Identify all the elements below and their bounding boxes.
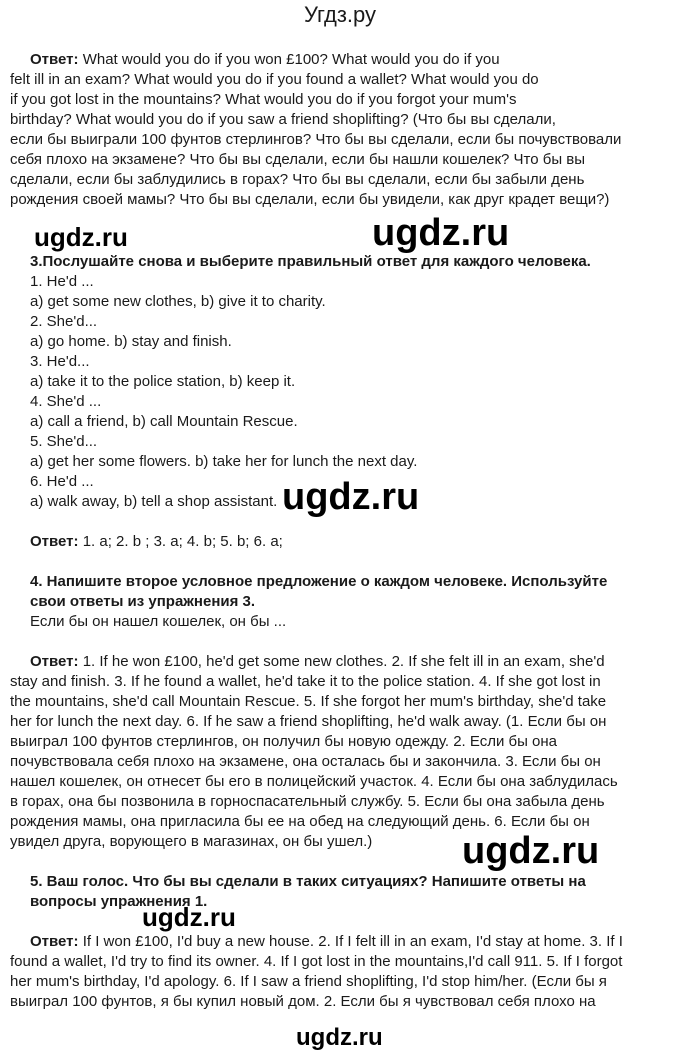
list-item: a) take it to the police station, b) keep it. (30, 373, 296, 390)
text-line: увидел друга, ворующего в магазинах, он бы ушел.) (10, 833, 373, 850)
text-line: себя плохо на экзамене? Что бы вы сделали, если бы нашли кошелек? Что бы вы (10, 151, 586, 168)
task-5-heading: вопросы упражнения 1. (30, 893, 208, 910)
task-5-answer (10, 932, 670, 1012)
text-line: в горах, она бы позвонила в горноспасательный службу. 5. Если бы она забыла день (10, 793, 605, 810)
answer-label: Ответ: (30, 533, 79, 550)
task-5-block (10, 872, 670, 912)
text-line: рождения своей мамы? Что бы вы сделали, если бы увидели, как друг крадет вещи?) (10, 191, 610, 208)
list-item: a) walk away, b) tell a shop assistant. (30, 493, 278, 510)
list-item: a) get some new clothes, b) give it to charity. (30, 293, 326, 310)
text-line: birthday? What would you do if you saw a friend shoplifting? (Что бы вы сделали, (10, 111, 556, 128)
list-item: 2. She'd... (30, 313, 98, 330)
task-5-heading: 5. Ваш голос. Что бы вы сделали в таких ситуациях? Напишите ответы на (30, 873, 586, 890)
watermark: ugdz.ru (372, 212, 510, 254)
answer-label: Ответ: (30, 653, 79, 670)
list-item: 4. She'd ... (30, 393, 102, 410)
text-line: если бы выиграли 100 фунтов стерлингов? Что бы вы сделали, если бы почувствовали (10, 131, 622, 148)
text-line: почувствовала себя плохо на экзамене, она осталась бы и закончила. 3. Если бы он (10, 753, 601, 770)
task-4-heading: 4. Напишите второе условное предложение о каждом человеке. Используйте (30, 573, 608, 590)
text-line: выиграл 100 фунтов стерлингов, он получил бы новую одежду. 2. Если бы она (10, 733, 558, 750)
watermark: ugdz.ru (296, 1024, 383, 1051)
task-4-heading: свои ответы из упражнения 3. (30, 593, 256, 610)
list-item: a) get her some flowers. b) take her for lunch the next day. (30, 453, 418, 470)
site-title: Угдз.ру (303, 2, 377, 27)
text-line: found a wallet, I'd try to find its owner. 4. If I got lost in the mountains,I'd call 911. 5. If I forgot (10, 953, 623, 970)
list-item: a) call a friend, b) call Mountain Rescue. (30, 413, 298, 430)
task-4-answer (10, 652, 670, 852)
answer-label: Ответ: (30, 933, 79, 950)
task-3-answer (30, 532, 670, 552)
answer-block-1 (10, 50, 670, 210)
text-line: felt ill in an exam? What would you do if you found a wallet? What would you do (10, 71, 539, 88)
answer-label: Ответ: (30, 51, 79, 68)
text-line: сделали, если бы заблудились в горах? Что бы вы сделали, если бы забыли день (10, 171, 585, 188)
watermark: ugdz.ru (462, 830, 600, 872)
text-line: рождения мамы, она пригласила бы ее на обед на следующий день. 6. Если бы он (10, 813, 590, 830)
task-3-answer-text: 1. a; 2. b ; 3. a; 4. b; 5. b; 6. a; (82, 533, 283, 550)
task-4-block (10, 572, 670, 632)
text-line: выиграл 100 фунтов, я бы купил новый дом. 2. Если бы я чувствовал себя плохо на (10, 993, 596, 1010)
watermark: ugdz.ru (282, 476, 420, 518)
task-4-example: Если бы он нашел кошелек, он бы ... (30, 613, 287, 630)
text-line: stay and finish. 3. If he found a wallet, he'd take it to the police station. 4. If she got lost in (10, 673, 601, 690)
text-line: her for lunch the next day. 6. If he saw a friend shoplifting, he'd walk away. (1. Если бы он (10, 713, 607, 730)
text-line: if you got lost in the mountains? What would you do if you forgot your mum's (10, 91, 517, 108)
answer-1-text: What would you do if you won £100? What would you do if you (82, 51, 500, 68)
task-3-block (30, 252, 670, 512)
answer-1-first-line (10, 50, 670, 70)
watermark: ugdz.ru (142, 902, 236, 932)
text-line: the mountains, she'd call Mountain Rescue. 5. If she forgot her mum's birthday, she'd take (10, 693, 607, 710)
list-item: 1. He'd ... (30, 273, 94, 290)
text-line: нашел кошелек, он отнесет бы его в полицейский участок. 4. Если бы она заблудилась (10, 773, 618, 790)
text-line: her mum's birthday, I'd apology. 6. If I saw a friend shoplifting, I'd stop him/her. (Если бы я (10, 973, 607, 990)
list-item: 6. He'd ... (30, 473, 94, 490)
task-5-answer-text: If I won £100, I'd buy a new house. 2. If I felt ill in an exam, I'd stay at home. 3. If I (82, 933, 623, 950)
task-4-answer-text: 1. If he won £100, he'd get some new clothes. 2. If she felt ill in an exam, she'd (82, 653, 605, 670)
task-3-heading: 3.Послушайте снова и выберите правильный ответ для каждого человека. (30, 253, 591, 270)
list-item: a) go home. b) stay and finish. (30, 333, 232, 350)
watermark: ugdz.ru (34, 222, 128, 252)
list-item: 3. He'd... (30, 353, 90, 370)
list-item: 5. She'd... (30, 433, 98, 450)
